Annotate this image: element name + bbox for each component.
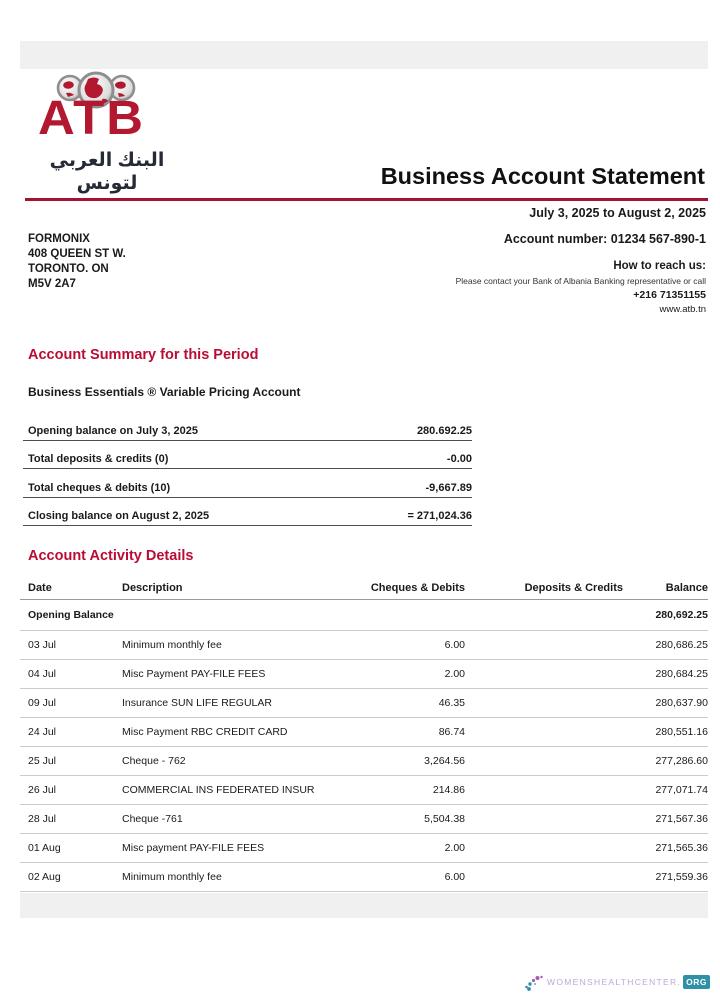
page-title: Business Account Statement — [380, 163, 705, 189]
watermark — [524, 971, 710, 993]
cell-date: 26 Jul — [28, 784, 57, 796]
statement-page — [20, 41, 708, 961]
table-row — [20, 776, 708, 805]
cell-balance: 271,567.36 — [655, 813, 708, 825]
cell-debit: 86.74 — [438, 726, 465, 738]
cell-balance: 280,551.16 — [655, 726, 708, 738]
summary-row — [23, 469, 472, 498]
summary-value: -0.00 — [446, 453, 472, 465]
how-to-reach-us — [456, 260, 706, 315]
summary-row — [23, 441, 472, 470]
cell-date: 09 Jul — [28, 697, 57, 709]
page-top-band — [20, 41, 708, 69]
reach-us-text: Please contact your Bank of Albania Banking representative or call — [455, 276, 706, 286]
cell-debit: 6.00 — [444, 871, 465, 883]
summary-label: Total cheques & debits (10) — [28, 481, 171, 494]
cell-description: Cheque - 762 — [122, 755, 186, 767]
cell-balance: 271,559.36 — [655, 871, 708, 883]
table-row — [20, 747, 708, 776]
summary-label: Opening balance on July 3, 2025 — [28, 424, 198, 437]
cell-debit: 5,504.38 — [424, 813, 465, 825]
summary-value: -9,667.89 — [425, 481, 472, 494]
cell-description: Misc payment PAY-FILE FEES — [122, 842, 265, 854]
cell-debit: 46.35 — [438, 697, 465, 709]
cell-debit: 2.00 — [444, 668, 465, 680]
dots-swirl-icon — [524, 971, 544, 993]
col-debit-header: Cheques & Debits — [370, 582, 465, 594]
cell-debit: 3,264.56 — [424, 755, 465, 767]
cell-balance: 280,692.25 — [655, 609, 708, 621]
address-line: 408 QUEEN ST W. — [28, 248, 126, 260]
page-bottom-band — [20, 893, 708, 918]
col-balance-header: Balance — [665, 582, 708, 594]
cell-description: Minimum monthly fee — [122, 871, 222, 883]
cell-description: COMMERCIAL INS FEDERATED INSUR — [122, 784, 315, 796]
summary-label: Total deposits & credits (0) — [28, 453, 169, 465]
address-line: M5V 2A7 — [28, 278, 76, 290]
table-row — [20, 834, 708, 863]
opening-balance-row — [20, 600, 708, 631]
cell-date: 01 Aug — [28, 842, 61, 854]
cell-date: 28 Jul — [28, 813, 57, 825]
summary-value: 280.692.25 — [416, 424, 472, 437]
cell-description: Insurance SUN LIFE REGULAR — [122, 697, 272, 709]
summary-row — [23, 412, 472, 441]
activity-table — [20, 577, 708, 892]
brand-wordmark: ATB — [38, 92, 146, 145]
cell-debit: 2.00 — [444, 842, 465, 854]
watermark-text: WOMENSHEALTHCENTER. — [547, 977, 682, 987]
reach-us-website: www.atb.tn — [659, 304, 706, 315]
table-row — [20, 689, 708, 718]
table-row — [20, 863, 708, 892]
cell-balance: 280,684.25 — [655, 668, 708, 680]
table-row — [20, 660, 708, 689]
brand-arabic-text: البنك العربي لتونس — [49, 150, 165, 194]
statement-period: July 3, 2025 to August 2, 2025 — [529, 206, 706, 220]
account-type: Business Essentials ® Variable Pricing Account — [28, 385, 301, 399]
cell-date: 24 Jul — [28, 726, 57, 738]
cell-balance: 280,637.90 — [655, 697, 708, 709]
cell-date: 02 Aug — [28, 871, 61, 883]
cell-balance: 280,686.25 — [655, 639, 708, 651]
summary-label: Closing balance on August 2, 2025 — [28, 510, 210, 522]
cell-debit: 214.86 — [432, 784, 465, 796]
table-row — [20, 718, 708, 747]
table-row — [20, 631, 708, 660]
activity-heading: Account Activity Details — [28, 548, 194, 564]
summary-value: = 271,024.36 — [407, 510, 472, 522]
col-date-header: Date — [28, 582, 52, 594]
col-desc-header: Description — [122, 582, 183, 594]
reach-us-phone: +216 71351155 — [633, 289, 706, 301]
cell-date: 25 Jul — [28, 755, 57, 767]
cell-description: Misc Payment PAY-FILE FEES — [122, 668, 266, 680]
table-row — [20, 805, 708, 834]
watermark-badge: ORG — [683, 975, 710, 989]
cell-balance: 277,071.74 — [655, 784, 708, 796]
header-rule — [25, 198, 708, 201]
address-line: TORONTO. ON — [28, 263, 109, 275]
opening-balance-label: Opening Balance — [28, 609, 114, 621]
cell-description: Minimum monthly fee — [122, 639, 222, 651]
cell-description: Cheque -761 — [122, 813, 183, 825]
cell-date: 03 Jul — [28, 639, 57, 651]
cell-balance: 277,286.60 — [655, 755, 708, 767]
customer-address — [28, 232, 126, 292]
reach-us-heading: How to reach us: — [613, 260, 706, 272]
account-number: Account number: 01234 567-890-1 — [503, 232, 706, 246]
cell-debit: 6.00 — [444, 639, 465, 651]
cell-balance: 271,565.36 — [655, 842, 708, 854]
summary-table — [23, 412, 472, 526]
cell-description: Misc Payment RBC CREDIT CARD — [122, 726, 288, 738]
col-credit-header: Deposits & Credits — [524, 582, 623, 594]
summary-row — [23, 498, 472, 527]
summary-heading: Account Summary for this Period — [28, 347, 259, 363]
cell-date: 04 Jul — [28, 668, 57, 680]
activity-header-row — [20, 577, 708, 600]
address-line: FORMONIX — [28, 233, 90, 245]
